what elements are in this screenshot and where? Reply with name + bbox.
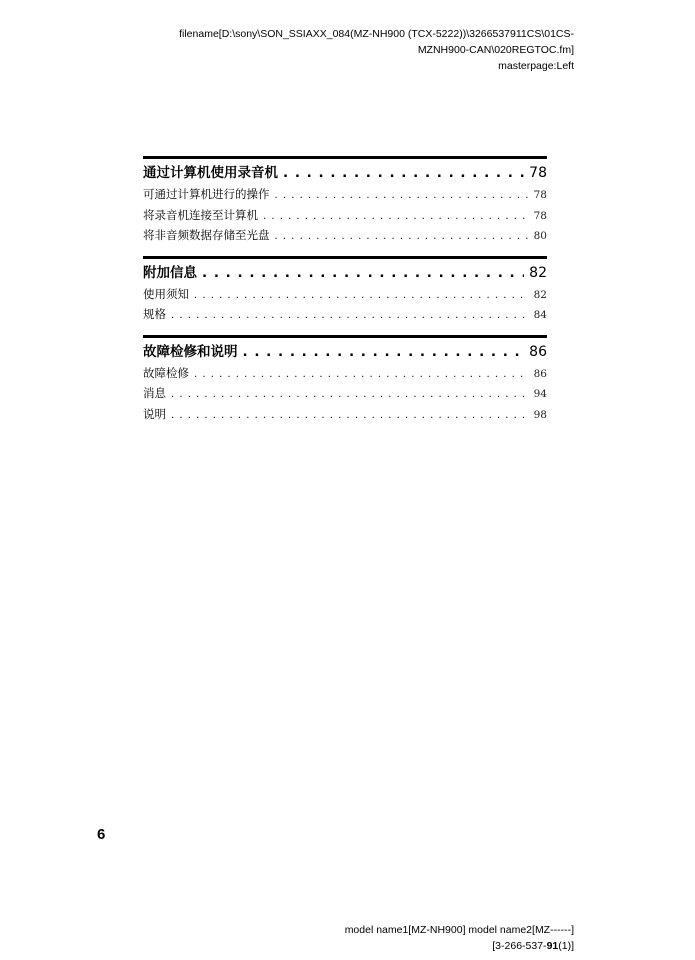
entry-title: 可通过计算机进行的操作: [143, 187, 270, 201]
dot-leader: [283, 163, 524, 183]
entry-page-number: 82: [533, 288, 547, 301]
entry-title: 消息: [143, 386, 166, 400]
toc-entry[interactable]: [143, 364, 547, 385]
section-title: 故障检修和说明: [143, 343, 238, 360]
toc-entry[interactable]: [143, 305, 547, 326]
toc-section: [143, 335, 547, 426]
dot-leader: [275, 187, 529, 206]
section-title: 附加信息: [143, 264, 197, 281]
dot-leader: [243, 342, 525, 362]
dot-leader: [171, 307, 529, 326]
dot-leader: [194, 366, 529, 385]
toc-section: [143, 156, 547, 247]
section-title: 通过计算机使用录音机: [143, 165, 278, 181]
toc-entry[interactable]: [143, 285, 547, 306]
entry-title: 将非音频数据存储至光盘: [143, 228, 270, 242]
footer-part-number: [174, 938, 574, 954]
dot-leader: [202, 263, 524, 283]
entry-page-number: 94: [533, 388, 547, 400]
entry-page-number: 80: [533, 230, 547, 242]
section-page-number: 78: [529, 165, 547, 181]
toc-section-heading[interactable]: [143, 163, 547, 183]
toc-entry[interactable]: [143, 226, 547, 247]
header-filename-line-1: filename[D:\sony\SON_SSIAXX_084(MZ-NH900 (TCX-5222))\3266537911CS\01CS-: [179, 28, 574, 40]
dot-leader: [275, 228, 529, 247]
part-number-bold: 91: [546, 940, 559, 952]
section-rule: [143, 335, 547, 338]
dot-leader: [171, 386, 529, 405]
footer-model-names: model name1[MZ-NH900] model name2[MZ------]: [344, 924, 574, 936]
toc-entry[interactable]: [143, 405, 547, 426]
entry-page-number: 78: [533, 209, 547, 222]
model-footer: [174, 922, 574, 954]
toc-entry[interactable]: [143, 206, 547, 227]
entry-page-number: 84: [533, 309, 547, 321]
page-number: 6: [97, 826, 106, 843]
entry-title: 说明: [143, 406, 166, 421]
toc-entry[interactable]: [143, 384, 547, 405]
dot-leader: [194, 287, 529, 306]
entry-page-number: 78: [533, 189, 547, 201]
part-number-prefix: [3-266-537-: [492, 940, 547, 952]
entry-page-number: 86: [533, 367, 547, 380]
section-rule: [143, 156, 547, 159]
toc-section: [143, 256, 547, 326]
entry-title: 规格: [143, 307, 166, 321]
table-of-contents: [143, 156, 547, 434]
section-page-number: 86: [529, 343, 547, 360]
dot-leader: [263, 208, 529, 227]
entry-title: 故障检修: [143, 365, 189, 380]
dot-leader: [171, 407, 529, 426]
entry-title: 将录音机连接至计算机: [143, 207, 258, 222]
filename-header: [114, 26, 574, 74]
section-page-number: 82: [529, 264, 547, 281]
header-filename-line-2: MZNH900-CAN\020REGTOC.fm]: [417, 44, 574, 56]
part-number-suffix: (1)]: [558, 940, 574, 952]
header-masterpage: masterpage:Left: [498, 60, 574, 72]
toc-section-heading[interactable]: [143, 342, 547, 362]
entry-page-number: 98: [533, 408, 547, 421]
toc-entry[interactable]: [143, 185, 547, 206]
entry-title: 使用须知: [143, 286, 189, 301]
section-rule: [143, 256, 547, 259]
toc-section-heading[interactable]: [143, 263, 547, 283]
